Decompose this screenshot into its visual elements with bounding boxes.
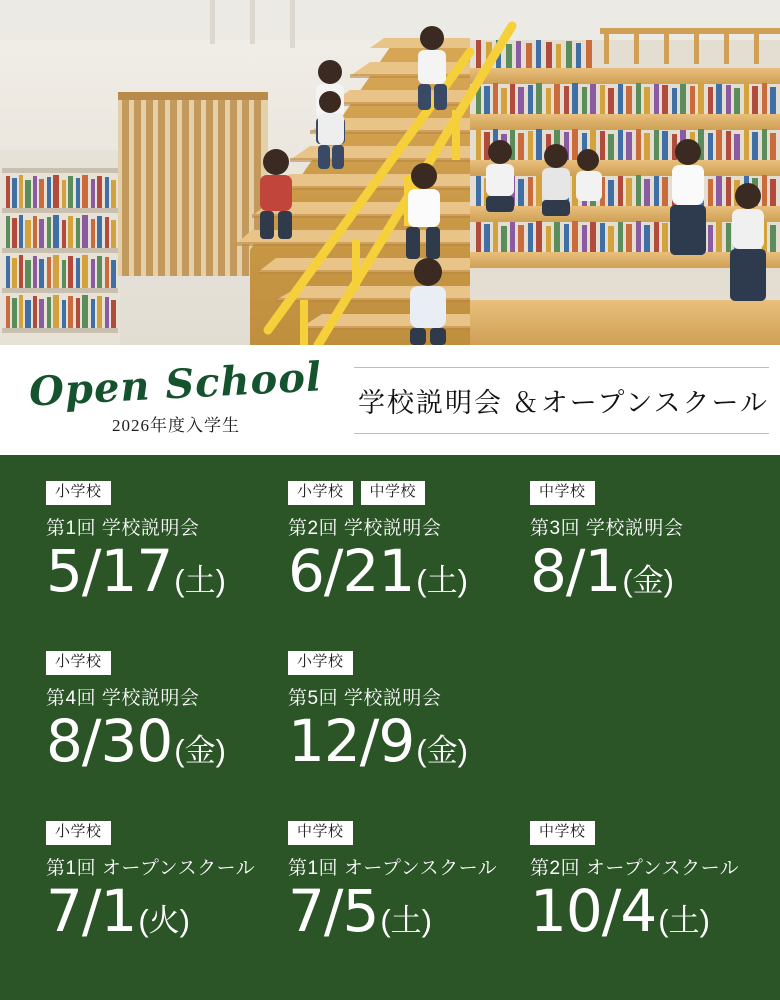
event-date: 8/30 bbox=[46, 706, 173, 775]
event-date-row bbox=[288, 876, 508, 945]
event-title: 第1回 オープンスクール bbox=[46, 857, 256, 879]
event-date: 8/1 bbox=[530, 536, 621, 605]
event-tags bbox=[530, 821, 750, 845]
event-day-of-week: (金) bbox=[416, 732, 468, 768]
event-date: 7/1 bbox=[46, 876, 137, 945]
event-title: 第2回 オープンスクール bbox=[530, 857, 740, 879]
event-date: 10/4 bbox=[530, 876, 657, 945]
event-day-of-week: (土) bbox=[416, 562, 468, 598]
event-card[interactable] bbox=[514, 481, 750, 651]
event-date-row bbox=[46, 706, 266, 775]
tag-school-level: 小学校 bbox=[46, 651, 111, 675]
event-date-row bbox=[288, 536, 508, 605]
event-date: 6/21 bbox=[288, 536, 415, 605]
event-grid bbox=[30, 481, 750, 991]
event-date-row bbox=[530, 876, 750, 945]
event-tags bbox=[530, 481, 750, 505]
event-card[interactable] bbox=[272, 821, 508, 991]
title-band bbox=[0, 345, 780, 455]
event-title: 第3回 学校説明会 bbox=[530, 517, 684, 539]
library-illustration bbox=[0, 0, 780, 345]
event-tags bbox=[288, 651, 508, 675]
event-date: 12/9 bbox=[288, 706, 415, 775]
event-card[interactable] bbox=[272, 651, 508, 821]
brand-block bbox=[26, 352, 326, 436]
tag-school-level: 小学校 bbox=[288, 481, 353, 505]
hero-photo bbox=[0, 0, 780, 345]
event-card[interactable] bbox=[514, 821, 750, 991]
event-day-of-week: (金) bbox=[622, 562, 674, 598]
event-title: 第4回 学校説明会 bbox=[46, 687, 200, 709]
tag-school-level: 中学校 bbox=[288, 821, 353, 845]
event-day-of-week: (土) bbox=[658, 902, 710, 938]
event-title: 第2回 学校説明会 bbox=[288, 517, 442, 539]
tag-school-level: 中学校 bbox=[361, 481, 426, 505]
event-date-row bbox=[288, 706, 508, 775]
event-day-of-week: (土) bbox=[380, 902, 432, 938]
event-tags bbox=[288, 821, 508, 845]
event-card[interactable] bbox=[30, 651, 266, 821]
event-panel bbox=[0, 455, 780, 1000]
event-date-row bbox=[46, 536, 266, 605]
event-title: 第5回 学校説明会 bbox=[288, 687, 442, 709]
title-rule-bottom bbox=[354, 433, 769, 434]
event-day-of-week: (金) bbox=[174, 732, 226, 768]
tag-school-level: 中学校 bbox=[530, 481, 595, 505]
event-date: 7/5 bbox=[288, 876, 379, 945]
tag-school-level: 小学校 bbox=[46, 821, 111, 845]
title-right bbox=[332, 367, 769, 434]
event-day-of-week: (火) bbox=[138, 902, 190, 938]
event-card[interactable] bbox=[30, 481, 266, 651]
event-title: 第1回 学校説明会 bbox=[46, 517, 200, 539]
event-tags bbox=[46, 821, 266, 845]
tag-school-level: 小学校 bbox=[46, 481, 111, 505]
event-tags bbox=[46, 481, 266, 505]
event-card[interactable] bbox=[30, 821, 266, 991]
brand-script-title: Open School bbox=[28, 352, 324, 416]
event-title: 第1回 オープンスクール bbox=[288, 857, 498, 879]
event-date: 5/17 bbox=[46, 536, 173, 605]
tag-school-level: 中学校 bbox=[530, 821, 595, 845]
event-day-of-week: (土) bbox=[174, 562, 226, 598]
tag-school-level: 小学校 bbox=[288, 651, 353, 675]
event-card[interactable] bbox=[272, 481, 508, 651]
page-title: 学校説明会 ＆オープンスクール bbox=[358, 387, 769, 418]
event-date-row bbox=[530, 536, 750, 605]
event-tags bbox=[46, 651, 266, 675]
brand-subtitle: 2026年度入学生 bbox=[112, 415, 240, 435]
event-date-row bbox=[46, 876, 266, 945]
event-tags bbox=[288, 481, 508, 505]
